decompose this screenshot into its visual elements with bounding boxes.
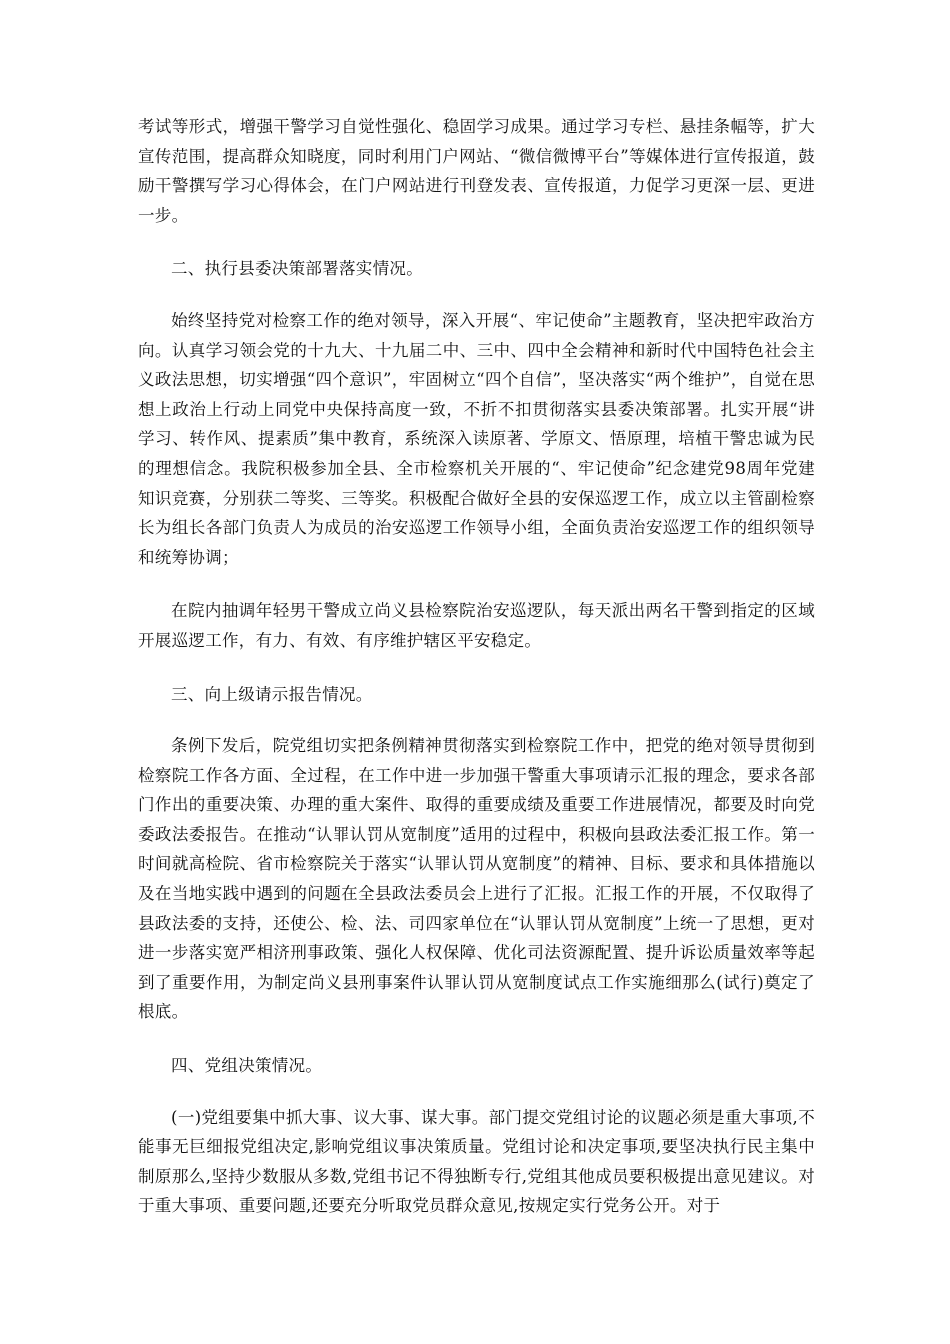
section-heading-2: 二、执行县委决策部署落实情况。 (171, 259, 423, 279)
body-paragraph-section-3: 条例下发后，院党组切实把条例精神贯彻落实到检察院工作中，把党的绝对领导贯彻到检察院工作各方面、全过程，在工作中进一步加强干警重大事项请示汇报的理念，要求各部门作出的重要决策、办理的重大案件、取得的重要成绩及重要工作进展情况，都要及时向党委政法委报告。在推动“认罪认罚从宽制度”适用的过程中，积极向县政法委汇报工作。第一时间就高检院、省市检察院关于落实“认罪认罚从宽制度”的精神、目标、要求和具体措施以及在当地实践中遇到的问题在全县政法委员会上进行了汇报。汇报工作的开展，不仅取得了县政法委的支持，还使公、检、法、司四家单位在“认罪认罚从宽制度”上统一了思想，更对进一步落实宽严相济刑事政策、强化人权保障、优化司法资源配置、提升诉讼质量效率等起到了重要作用，为制定尚义县刑事案件认罪认罚从宽制度试点工作实施细那么(试行)奠定了根底。 (138, 736, 815, 1022)
body-paragraph-section-2: 始终坚持党对检察工作的绝对领导，深入开展“、牢记使命”主题教育，坚决把牢政治方向。认真学习领会党的十九大、十九届二中、三中、四中全会精神和新时代中国特色社会主义政法思想，切实增强“四个意识”，牢固树立“四个自信”，坚决落实“两个维护”，自觉在思想上政治上行动上同党中央保持高度一致，不折不扣贯彻落实县委决策部署。扎实开展“讲学习、转作风、提素质”集中教育，系统深入读原著、学原文、悟原理，培植干警忠诚为民的理想信念。我院积极参加全县、全市检察机关开展的“、牢记使命”纪念建党98周年党建知识竞赛，分别获二等奖、三等奖。积极配合做好全县的安保巡逻工作，成立以主管副检察长为组长各部门负责人为成员的治安巡逻工作领导小组，全面负责治安巡逻工作的组织领导和统筹协调； (138, 310, 815, 567)
section-heading-3: 三、向上级请示报告情况。 (171, 684, 373, 704)
body-paragraph-patrol: 在院内抽调年轻男干警成立尚义县检察院治安巡逻队，每天派出两名干警到指定的区域开展巡逻工作，有力、有效、有序维护辖区平安稳定。 (138, 601, 815, 650)
body-paragraph-continuation: 考试等形式，增强干警学习自觉性强化、稳固学习成果。通过学习专栏、悬挂条幅等，扩大宣传范围，提高群众知晓度，同时利用门户网站、“微信微博平台”等媒体进行宣传报道，鼓励干警撰写学习心得体会，在门户网站进行刊登发表、宣传报道，力促学习更深一层、更进一步。 (138, 117, 815, 225)
section-heading-4: 四、党组决策情况。 (171, 1056, 323, 1076)
body-paragraph-section-4: (一)党组要集中抓大事、议大事、谋大事。部门提交党组讨论的议题必须是重大事项,不能事无巨细报党组决定,影响党组议事决策质量。党组讨论和决定事项,要坚决执行民主集中制原那么,坚持少数服从多数,党组书记不得独断专行,党组其他成员要积极提出意见建议。对于重大事项、重要问题,还要充分听取党员群众意见,按规定实行党务公开。对于 (138, 1107, 815, 1216)
